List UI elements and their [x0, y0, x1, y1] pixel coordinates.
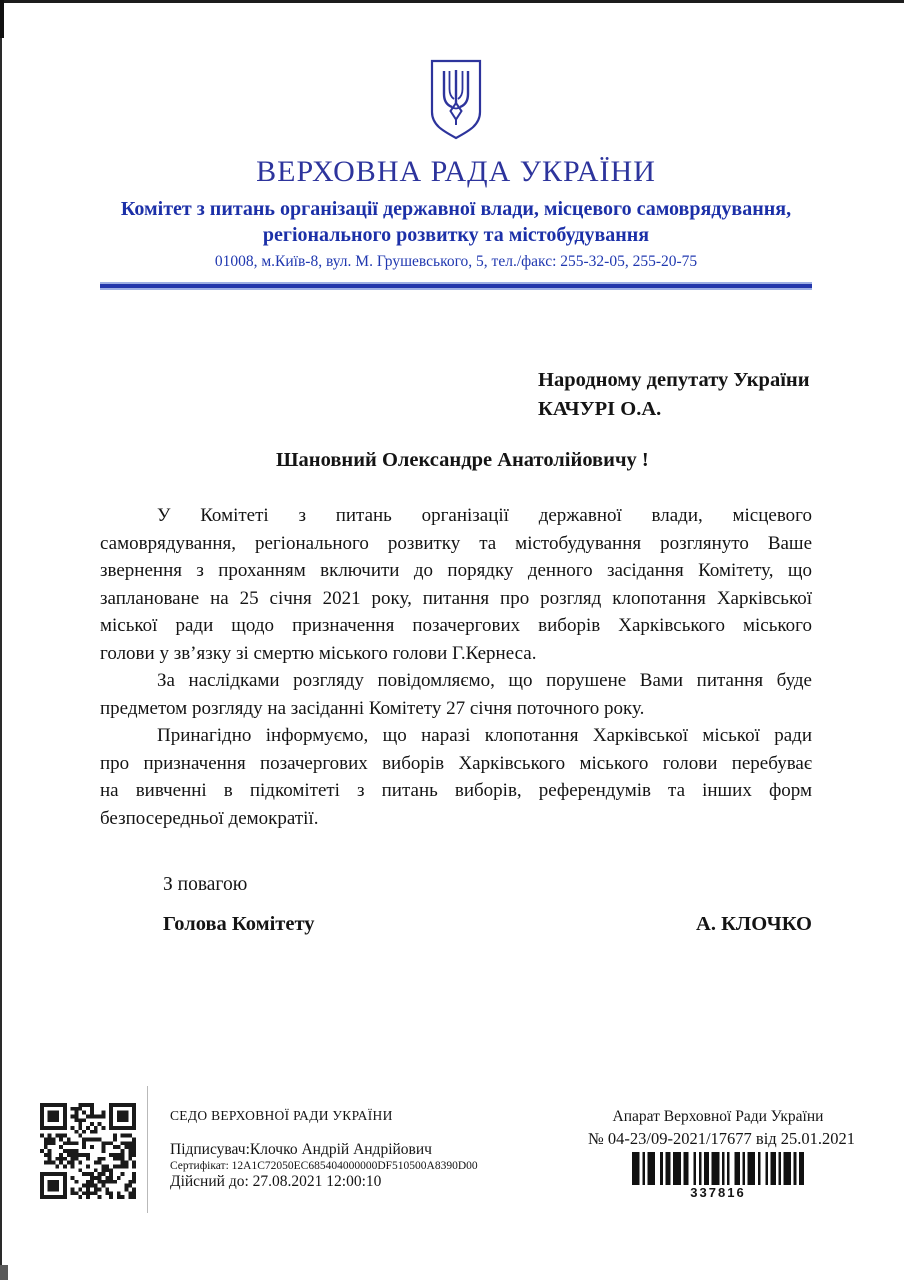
recipient-name: КАЧУРІ О.А. [538, 398, 662, 420]
committee-line-2: регіонального розвитку та містобудування [262, 224, 650, 246]
body-line: голови у зв’язку зі смертю міського голови Г.Кернеса. [100, 642, 537, 664]
header-rule [100, 282, 812, 290]
body-line: звернення з проханням включити до порядку денного засідання Комітету, що [100, 560, 812, 581]
qr-code-icon [40, 1103, 136, 1199]
salutation: Шановний Олександре Анатолійовичу ! [276, 449, 649, 471]
recipient-block [538, 366, 810, 424]
barcode-icon [632, 1152, 804, 1185]
scan-edge-bottom-left [0, 1265, 8, 1280]
registration-block [588, 1108, 856, 1200]
closing-regards: З повагою [163, 874, 248, 895]
committee-address: 01008, м.Київ-8, вул. М. Грушевського, 5, тел./факс: 255-32-05, 255-20-75 [214, 253, 698, 270]
body-line: заплановане на 25 січня 2021 року, питання про розгляд клопотання Харківської [100, 587, 812, 609]
signer-name: А. КЛОЧКО [696, 913, 812, 935]
org-title: ВЕРХОВНА РАДА УКРАЇНИ [256, 155, 656, 188]
signature-row [100, 913, 812, 936]
scan-edge-corner [0, 0, 4, 38]
barcode-number: 337816 [690, 1185, 746, 1200]
body-line: самоврядування, регіонального розвитку та містобудування розглянуто Ваше [100, 532, 812, 554]
signer-title: Голова Комітету [163, 913, 315, 935]
sedo-system-name: СЕДО ВЕРХОВНОЇ РАДИ УКРАЇНИ [170, 1108, 393, 1123]
recipient-role: Народному депутату України [538, 369, 810, 391]
sedo-signer: Підписувач:Клочко Андрій Андрійович [170, 1141, 432, 1158]
letter-body [100, 502, 812, 832]
body-line: міської ради щодо призначення позачергових виборів Харківського міського [100, 615, 812, 636]
registration-number: № 04-23/09-2021/17677 від 25.01.2021 [588, 1129, 856, 1148]
sedo-certificate: Сертифікат: 12A1C72050EC685404000000DF510500A8390D00 [170, 1160, 478, 1172]
body-line: предметом розгляду на засіданні Комітету 27 січня поточного року. [100, 697, 645, 719]
body-line: За наслідками розгляду повідомляємо, що порушене Вами питання буде [157, 670, 812, 691]
sedo-block [170, 1108, 500, 1191]
committee-name [100, 196, 812, 248]
body-line: У Комітеті з питань організації державної влади, місцевого [157, 505, 812, 526]
scan-edge-left [0, 0, 2, 1280]
ukraine-trident-icon [425, 58, 487, 142]
footer-divider [147, 1086, 148, 1213]
body-line: про призначення позачергових виборів Харківського міського голови перебуває [100, 752, 812, 774]
committee-line-1: Комітет з питань організації державної влади, місцевого самоврядування, [120, 198, 792, 220]
body-line: на вивченні в підкомітеті з питань виборів, референдумів та інших форм [100, 780, 812, 801]
sedo-validity: Дійсний до: 27.08.2021 12:00:10 [170, 1173, 382, 1190]
body-line: Принагідно інформуємо, що наразі клопотання Харківської міської ради [157, 725, 812, 746]
letterhead [100, 0, 812, 290]
registration-org: Апарат Верховної Ради України [612, 1108, 824, 1125]
body-line: безпосередньої демократії. [100, 807, 319, 829]
